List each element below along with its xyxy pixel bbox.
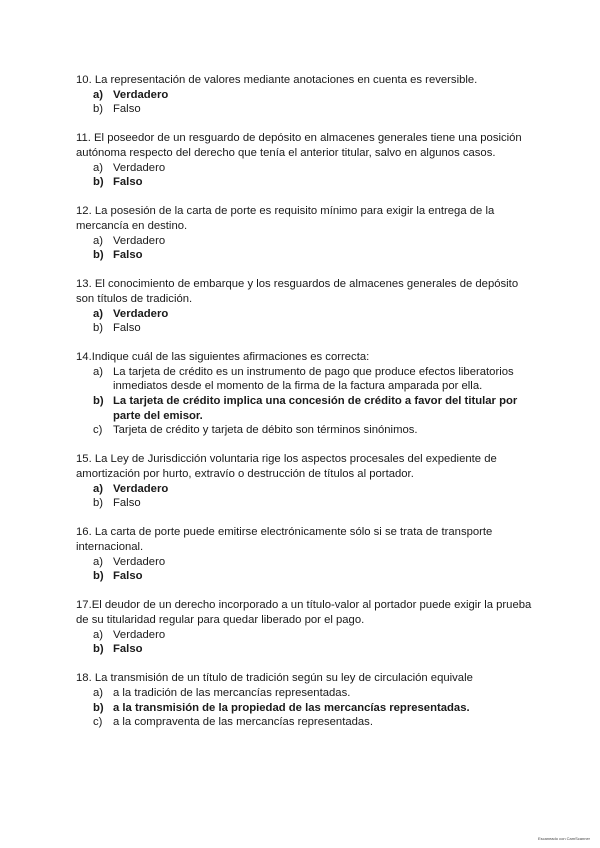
option-text: a la transmisión de la propiedad de las mercancías representadas. — [113, 701, 470, 714]
document-body — [76, 73, 536, 744]
option-letter: b) — [93, 249, 104, 262]
option-letter: a) — [93, 161, 104, 174]
option-text: a la tradición de las mercancías representadas. — [113, 686, 351, 699]
question-text: 10. La representación de valores mediante anotaciones en cuenta es reversible. — [76, 74, 478, 86]
option-text: Falso — [113, 249, 143, 262]
option-letter: c) — [93, 716, 103, 729]
answer-option — [76, 555, 536, 570]
answer-option — [76, 628, 536, 643]
answer-option — [76, 175, 536, 190]
option-text: Falso — [113, 176, 143, 189]
option-text: Verdadero — [113, 307, 169, 320]
question-text: 16. La carta de porte puede emitirse electrónicamente sólo si se trata de transporte internacional. — [76, 526, 493, 553]
question-block — [76, 452, 536, 510]
answer-options — [76, 482, 536, 511]
answer-options — [76, 88, 536, 117]
answer-options — [76, 686, 536, 730]
option-letter: a) — [93, 555, 104, 568]
question-text: 17.El deudor de un derecho incorporado a un título-valor al portador puede exigir la prueba de su titularidad regular para quedar liberado por el pago. — [76, 599, 532, 626]
option-text: La tarjeta de crédito es un instrumento de pago que produce efectos liberatorios inmediatos desde el momento de la firma de la factura amparada por ella. — [113, 365, 514, 393]
answer-option — [76, 394, 536, 423]
question-block — [76, 350, 536, 438]
option-letter: a) — [93, 482, 104, 495]
option-letter: b) — [93, 395, 104, 408]
option-text: Verdadero — [113, 161, 166, 174]
question-block — [76, 671, 536, 729]
answer-option — [76, 482, 536, 497]
question-text: 15. La Ley de Jurisdicción voluntaria rige los aspectos procesales del expediente de amortización por hurto, extravío o destrucción de títulos al portador. — [76, 453, 497, 481]
answer-option — [76, 161, 536, 176]
answer-option — [76, 701, 536, 716]
answer-options — [76, 365, 536, 438]
answer-option — [76, 307, 536, 322]
answer-option — [76, 642, 536, 657]
option-letter: a) — [93, 686, 104, 699]
answer-option — [76, 234, 536, 249]
question-text: 12. La posesión de la carta de porte es requisito mínimo para exigir la entrega de la mercancía en destino. — [76, 205, 495, 232]
option-letter: a) — [93, 307, 104, 320]
option-letter: b) — [93, 701, 104, 714]
option-text: La tarjeta de crédito implica una concesión de crédito a favor del titular por parte del emisor. — [113, 395, 518, 422]
question-block — [76, 73, 536, 117]
answer-option — [76, 423, 536, 438]
question-block — [76, 598, 536, 656]
question-text: 18. La transmisión de un título de tradición según su ley de circulación equivale — [76, 672, 473, 685]
option-letter: b) — [93, 176, 104, 189]
question-text: 13. El conocimiento de embarque y los resguardos de almacenes generales de depósito son títulos de tradición. — [76, 278, 519, 305]
option-text: Falso — [113, 103, 141, 116]
option-letter: b) — [93, 570, 104, 583]
option-text: Falso — [113, 497, 141, 510]
option-letter: b) — [93, 103, 104, 116]
option-text: Falso — [113, 570, 143, 583]
answer-option — [76, 686, 536, 701]
answer-option — [76, 569, 536, 584]
answer-options — [76, 628, 536, 657]
option-text: Verdadero — [113, 88, 169, 101]
option-letter: c) — [93, 424, 103, 437]
answer-option — [76, 102, 536, 117]
option-letter: b) — [93, 322, 104, 335]
answer-options — [76, 307, 536, 336]
question-block — [76, 525, 536, 583]
option-text: Verdadero — [113, 555, 166, 568]
option-text: Verdadero — [113, 234, 166, 247]
option-text: Verdadero — [113, 628, 166, 641]
answer-option — [76, 248, 536, 263]
option-letter: a) — [93, 365, 104, 378]
answer-options — [76, 555, 536, 584]
option-text: Falso — [113, 643, 143, 656]
option-text: Falso — [113, 322, 141, 335]
option-letter: b) — [93, 643, 104, 656]
answer-option — [76, 88, 536, 103]
option-text: Verdadero — [113, 482, 169, 495]
answer-options — [76, 161, 536, 190]
answer-option — [76, 365, 536, 394]
answer-option — [76, 715, 536, 730]
question-block — [76, 277, 536, 335]
answer-option — [76, 321, 536, 336]
scanner-watermark: Escaneado con CamScanner — [537, 836, 590, 841]
option-letter: a) — [93, 628, 104, 641]
question-block — [76, 204, 536, 262]
option-letter: b) — [93, 497, 104, 510]
question-text: 11. El poseedor de un resguardo de depósito en almacenes generales tiene una posición autónoma respecto del derecho que tenía el anterior titular, salvo en algunos casos. — [76, 132, 522, 159]
answer-options — [76, 234, 536, 263]
question-block — [76, 131, 536, 189]
option-text: a la compraventa de las mercancías representadas. — [113, 716, 373, 729]
option-text: Tarjeta de crédito y tarjeta de débito son términos sinónimos. — [113, 424, 418, 437]
question-text: 14.Indique cuál de las siguientes afirmaciones es correcta: — [76, 351, 370, 364]
option-letter: a) — [93, 88, 104, 101]
option-letter: a) — [93, 234, 104, 247]
answer-option — [76, 496, 536, 511]
